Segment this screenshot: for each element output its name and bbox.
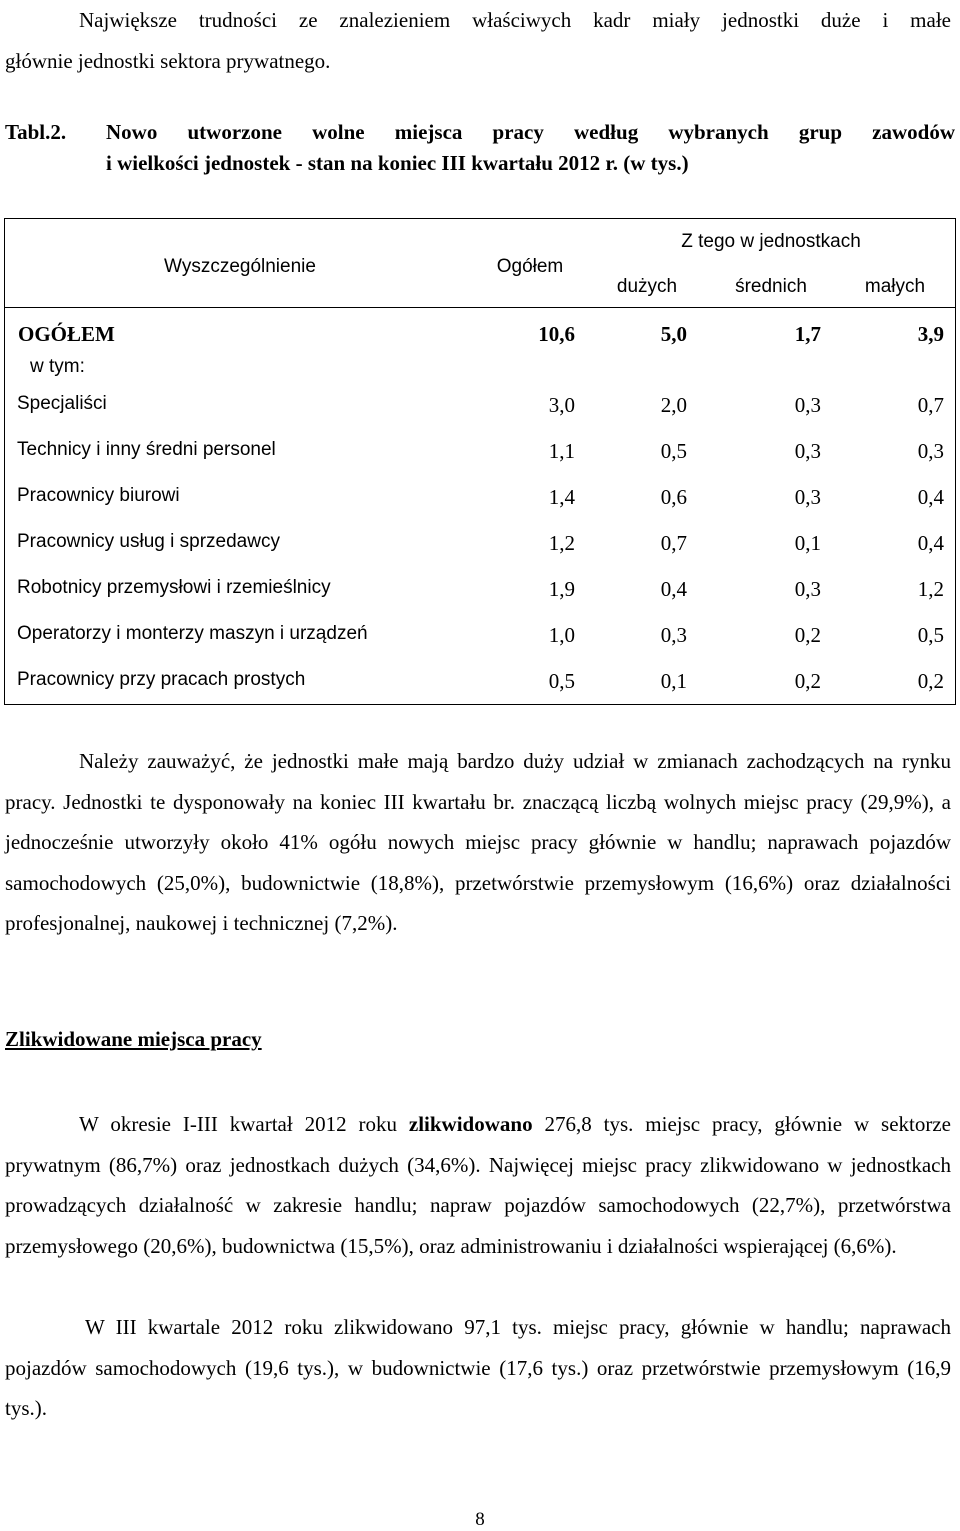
- table-title-line-2: i wielkości jednostek - stan na koniec III kwartału 2012 r. (w tys.): [106, 151, 689, 175]
- value-all: 3,0: [548, 393, 575, 417]
- total-value-medium: 1,7: [794, 322, 821, 346]
- intro-paragraph: [5, 0, 951, 81]
- total-value-all: 10,6: [538, 322, 575, 346]
- paragraph-liquidated-bold: zlikwidowano: [408, 1112, 533, 1136]
- value-small: 0,4: [917, 485, 944, 509]
- value-large: 0,7: [660, 531, 687, 555]
- value-small: 0,3: [917, 439, 944, 463]
- total-value-large: 5,0: [660, 322, 687, 346]
- total-row-label: OGÓŁEM: [18, 322, 115, 346]
- value-large: 0,6: [660, 485, 687, 509]
- value-large: 2,0: [660, 393, 687, 417]
- header-label: Wyszczególnienie: [164, 256, 316, 277]
- value-medium: 0,3: [794, 577, 821, 601]
- paragraph-liquidated-start: W okresie I-III kwartał 2012 roku: [79, 1112, 409, 1136]
- page-number: 8: [475, 1509, 485, 1530]
- value-small: 0,7: [917, 393, 944, 417]
- row-label: Operatorzy i monterzy maszyn i urządzeń: [17, 623, 368, 644]
- value-large: 0,5: [660, 439, 687, 463]
- row-label: Pracownicy usług i sprzedawcy: [17, 531, 280, 552]
- value-all: 1,2: [548, 531, 575, 555]
- header-group: Z tego w jednostkach: [681, 231, 861, 252]
- value-small: 1,2: [917, 577, 944, 601]
- paragraph-small-units: Należy zauważyć, że jednostki małe mają bardzo duży udział w zmianach zachodzących na rynku pracy. Jednostki te dysponowały na koniec III kwartału br. znaczącą liczbą wolnych miejsc pracy (29,9%), a jednocześnie utworzyły około 41% ogółu nowych miejsc pracy głównie w handlu; naprawach pojazdów samochodowych (25,0%), budownictwie (18,8%), przetwórstwie przemysłowym (16,6%) oraz działalności profesjonalnej, naukowej i technicznej (7,2%).: [5, 749, 951, 935]
- row-label: Pracownicy biurowi: [17, 485, 180, 506]
- header-small: małych: [864, 276, 926, 297]
- value-medium: 0,2: [794, 623, 821, 647]
- table-caption: [5, 117, 955, 179]
- table-number: Tabl.2.: [5, 120, 67, 144]
- intro-line-1: Największe trudności ze znalezieniem właściwych kadr miały jednostki duże i małe: [79, 8, 951, 32]
- value-all: 1,0: [548, 623, 575, 647]
- value-small: 0,5: [917, 623, 944, 647]
- value-all: 1,1: [548, 439, 575, 463]
- value-small: 0,4: [917, 531, 944, 555]
- value-large: 0,1: [660, 669, 687, 693]
- value-small: 0,2: [917, 669, 944, 693]
- value-medium: 0,3: [794, 485, 821, 509]
- row-label: Technicy i inny średni personel: [17, 439, 276, 460]
- paragraph-liquidated: [5, 1104, 951, 1266]
- paragraph-q3: W III kwartale 2012 roku zlikwidowano 97,1 tys. miejsc pracy, głównie w handlu; naprawach pojazdów samochodowych (19,6 tys.), w budownictwie (17,6 tys.) oraz przetwórstwie przemysłowym (16,9 tys.).: [5, 1315, 951, 1420]
- value-all: 1,9: [548, 577, 575, 601]
- value-medium: 0,2: [794, 669, 821, 693]
- total-value-small: 3,9: [917, 322, 944, 346]
- paragraph-liquidated-end: 276,8 tys. miejsc pracy, głównie w sektorze prywatnym (86,7%) oraz jednostkach dużych (34,6%). Najwięcej miejsc pracy zlikwidowano w jednostkach prowadzących działalność w zakresie handlu; napraw pojazdów samochodowych (22,7%), przetwórstwa przemysłowego (20,6%), budownictwa (15,5%), oraz administrowaniu i działalności wspierającej (6,6%).: [5, 1112, 951, 1258]
- value-large: 0,4: [660, 577, 687, 601]
- section-heading: Zlikwidowane miejsca pracy: [5, 1027, 262, 1051]
- row-label: Pracownicy przy pracach prostych: [17, 669, 306, 690]
- row-label: Specjaliści: [17, 393, 107, 414]
- value-large: 0,3: [660, 623, 687, 647]
- total-row-sublabel: w tym:: [30, 356, 85, 377]
- table-title-line-1: Nowo utworzone wolne miejsca pracy według wybranych grup zawodów: [106, 120, 955, 144]
- data-table: [4, 218, 956, 705]
- row-label: Robotnicy przemysłowi i rzemieślnicy: [17, 577, 331, 598]
- value-medium: 0,3: [794, 439, 821, 463]
- header-large: dużych: [616, 276, 678, 297]
- header-divider: [5, 307, 955, 308]
- header-medium: średnich: [735, 276, 807, 297]
- value-all: 1,4: [548, 485, 575, 509]
- value-medium: 0,3: [794, 393, 821, 417]
- header-total: Ogółem: [496, 256, 564, 277]
- value-all: 0,5: [548, 669, 575, 693]
- intro-line-2: głównie jednostki sektora prywatnego.: [5, 48, 331, 73]
- value-medium: 0,1: [794, 531, 821, 555]
